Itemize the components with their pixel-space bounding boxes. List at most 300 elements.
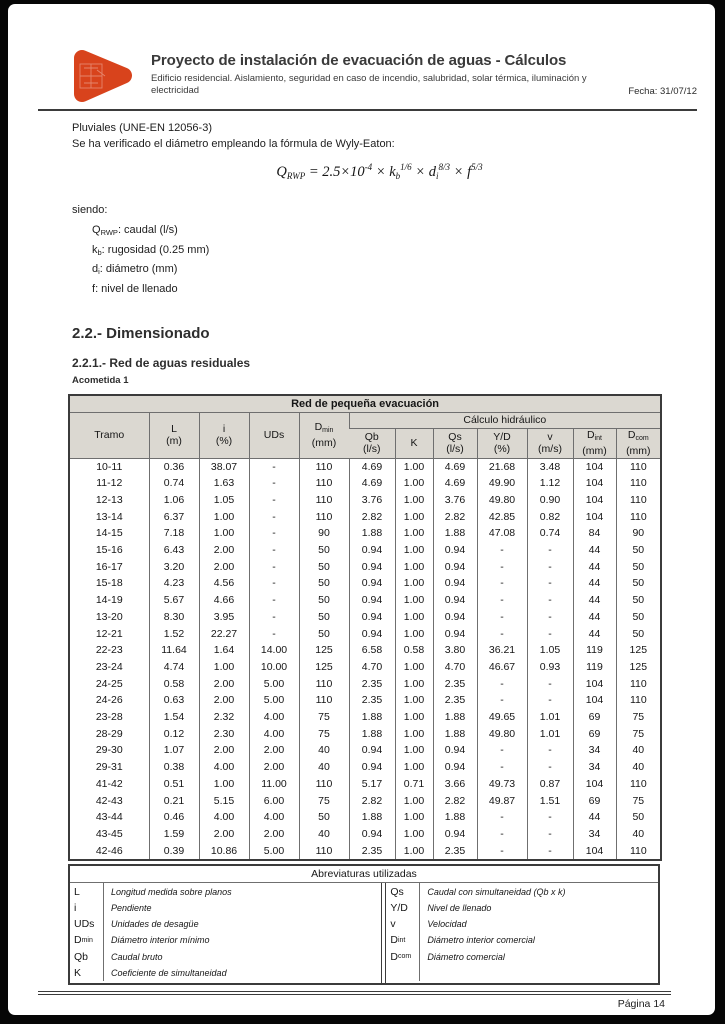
cell-tramo: 43-45: [95, 827, 123, 840]
cell-yd: -: [477, 692, 527, 709]
cell-qs: 0.94: [433, 626, 477, 643]
cell-l: 4.23: [149, 575, 199, 592]
cell-dcom: 50: [616, 809, 661, 826]
cell-qs: 2.35: [433, 692, 477, 709]
abbreviation-row: [386, 949, 658, 965]
cell-v: -: [527, 575, 573, 592]
abbreviation-description: Nivel de llenado: [427, 902, 492, 913]
cell-i: 1.05: [199, 492, 249, 509]
cell-dcom: 125: [616, 659, 661, 676]
cell-dmin: 40: [299, 742, 349, 759]
cell-dint: 104: [573, 676, 616, 693]
cell-k: 1.00: [395, 575, 433, 592]
cell-dint: 44: [573, 542, 616, 559]
cell-v: -: [527, 559, 573, 576]
cell-k: 1.00: [395, 626, 433, 643]
table-row: [69, 575, 661, 592]
abbreviation-row: [70, 916, 381, 932]
cell-dmin: 40: [299, 759, 349, 776]
cell-dcom: 50: [616, 609, 661, 626]
header-divider: [38, 109, 697, 111]
cell-i: 4.00: [199, 759, 249, 776]
cell-l: 1.06: [149, 492, 199, 509]
column-header-dint: Dint (mm): [573, 428, 616, 458]
cell-tramo: 23-28: [95, 711, 123, 724]
cell-yd: -: [477, 843, 527, 861]
page-number: Página 14: [617, 998, 665, 1011]
definition-symbol: Q: [92, 224, 101, 236]
cell-k: 1.00: [395, 742, 433, 759]
cell-v: 1.01: [527, 709, 573, 726]
cell-l: 5.67: [149, 592, 199, 609]
cell-dmin: 50: [299, 626, 349, 643]
cell-dmin: 125: [299, 642, 349, 659]
definition-text: : caudal (l/s): [117, 224, 178, 236]
cell-dcom: 50: [616, 626, 661, 643]
cell-l: 0.39: [149, 843, 199, 861]
cell-yd: 47.08: [477, 525, 527, 542]
cell-tramo: 13-20: [95, 610, 123, 623]
cell-l: 0.12: [149, 726, 199, 743]
cell-yd: -: [477, 559, 527, 576]
abbreviation-row: [386, 900, 658, 916]
cell-qb: 5.17: [349, 776, 395, 793]
cell-uds: 14.00: [249, 642, 299, 659]
cell-yd: 21.68: [477, 458, 527, 475]
cell-uds: 2.00: [249, 759, 299, 776]
cell-qs: 4.69: [433, 458, 477, 475]
cell-yd: -: [477, 575, 527, 592]
cell-qs: 0.94: [433, 826, 477, 843]
cell-l: 11.64: [149, 642, 199, 659]
cell-qb: 0.94: [349, 826, 395, 843]
cell-v: -: [527, 592, 573, 609]
wyly-eaton-formula: $Q_{RWP} = 2.5\times 10^{-4} \times k_b^{1/6} \times d_i^{8/3} \times f^{5/3}$: [276, 162, 483, 181]
cell-dmin: 110: [299, 843, 349, 861]
abbreviation-row: [386, 965, 658, 981]
cell-tramo: 29-31: [95, 761, 123, 774]
column-header-uds: UDs: [249, 412, 299, 458]
cell-i: 2.00: [199, 826, 249, 843]
cell-v: 1.12: [527, 475, 573, 492]
cell-uds: -: [249, 575, 299, 592]
cell-dmin: 125: [299, 659, 349, 676]
cell-k: 1.00: [395, 793, 433, 810]
cell-l: 8.30: [149, 609, 199, 626]
cell-dmin: 50: [299, 809, 349, 826]
abbreviations-body: [70, 883, 658, 983]
calculation-table-wrap: [68, 394, 660, 861]
cell-yd: 49.90: [477, 475, 527, 492]
cell-v: -: [527, 692, 573, 709]
abbreviations-block: [68, 864, 660, 985]
cell-dmin: 40: [299, 826, 349, 843]
cell-tramo: 11-12: [96, 477, 123, 490]
cell-dint: 69: [573, 793, 616, 810]
table-row: [69, 676, 661, 693]
cell-qs: 2.82: [433, 793, 477, 810]
abbreviation-row: [70, 932, 381, 948]
cell-k: 1.00: [395, 592, 433, 609]
cell-l: 0.58: [149, 676, 199, 693]
cell-k: 1.00: [395, 726, 433, 743]
cell-tramo: 16-17: [95, 560, 123, 573]
cell-qs: 2.35: [433, 843, 477, 861]
cell-dmin: 90: [299, 525, 349, 542]
cell-qs: 0.94: [433, 575, 477, 592]
cell-l: 0.51: [149, 776, 199, 793]
cell-dint: 44: [573, 575, 616, 592]
table-row: [69, 759, 661, 776]
cell-qb: 1.88: [349, 726, 395, 743]
cell-v: -: [527, 759, 573, 776]
document-subtitle: Edificio residencial. Aislamiento, seguridad en caso de incendio, salubridad, solar térmica, iluminación y electricidad: [151, 73, 587, 96]
abbreviation-description: Diámetro interior comercial: [427, 935, 535, 946]
cell-tramo: 22-23: [95, 644, 123, 657]
cell-dmin: 50: [299, 609, 349, 626]
cell-dint: 44: [573, 559, 616, 576]
cell-uds: -: [249, 475, 299, 492]
cell-l: 3.20: [149, 559, 199, 576]
abbreviation-description: Longitud medida sobre planos: [111, 886, 232, 897]
abbreviation-symbol: D com: [386, 949, 420, 965]
table-row: [69, 458, 661, 475]
abbreviation-symbol: i: [70, 900, 104, 916]
cell-v: 1.01: [527, 726, 573, 743]
cell-qs: 4.69: [433, 475, 477, 492]
abbreviations-title: Abreviaturas utilizadas: [70, 866, 658, 883]
cell-dmin: 110: [299, 676, 349, 693]
cell-uds: -: [249, 509, 299, 526]
cell-k: 1.00: [395, 676, 433, 693]
abbreviation-symbol: [386, 965, 420, 981]
abbreviation-row: [70, 965, 381, 981]
cell-qs: 0.94: [433, 542, 477, 559]
definition-item: [92, 242, 687, 262]
cell-l: 1.52: [149, 626, 199, 643]
cell-k: 1.00: [395, 609, 433, 626]
abbreviation-row: [386, 883, 658, 899]
cell-k: 1.00: [395, 843, 433, 861]
abbreviation-row: [70, 900, 381, 916]
cell-i: 5.15: [199, 793, 249, 810]
cell-v: 1.51: [527, 793, 573, 810]
cell-v: -: [527, 843, 573, 861]
cell-yd: 49.87: [477, 793, 527, 810]
cell-qs: 0.94: [433, 592, 477, 609]
cell-tramo: 28-29: [95, 727, 123, 740]
cell-dcom: 40: [616, 759, 661, 776]
table-row: [69, 626, 661, 643]
cell-uds: -: [249, 525, 299, 542]
cell-uds: 5.00: [249, 676, 299, 693]
abbreviation-description: Coeficiente de simultaneidad: [111, 968, 227, 978]
cell-yd: 49.80: [477, 492, 527, 509]
cell-yd: 42.85: [477, 509, 527, 526]
cell-qs: 3.66: [433, 776, 477, 793]
definition-item: [92, 281, 687, 301]
cell-tramo: 42-46: [95, 844, 123, 857]
cell-qs: 1.88: [433, 809, 477, 826]
cell-dcom: 90: [616, 525, 661, 542]
cell-dmin: 75: [299, 726, 349, 743]
abbreviation-description: Pendiente: [111, 902, 152, 913]
abbreviation-symbol: L: [70, 883, 104, 899]
cell-v: -: [527, 609, 573, 626]
cell-i: 1.00: [199, 509, 249, 526]
cell-dcom: 110: [616, 776, 661, 793]
cell-dmin: 75: [299, 793, 349, 810]
cell-tramo: 12-13: [95, 493, 123, 506]
column-header-qs: Qs (l/s): [433, 428, 477, 458]
cell-dcom: 110: [616, 692, 661, 709]
cell-k: 1.00: [395, 542, 433, 559]
cell-l: 6.43: [149, 542, 199, 559]
cell-v: 0.93: [527, 659, 573, 676]
column-header-i: i (%): [199, 412, 249, 458]
cell-k: 1.00: [395, 525, 433, 542]
abbreviation-description: Unidades de desagüe: [111, 919, 199, 930]
definition-symbol-subscript: b: [97, 247, 102, 257]
cell-qs: 2.82: [433, 509, 477, 526]
document-date: Fecha: 31/07/12: [628, 86, 697, 97]
cell-dcom: 110: [616, 509, 661, 526]
cell-i: 2.00: [199, 692, 249, 709]
cell-qb: 1.88: [349, 525, 395, 542]
cell-qs: 2.35: [433, 676, 477, 693]
cell-i: 4.66: [199, 592, 249, 609]
cell-tramo: 23-24: [95, 660, 123, 673]
cell-dcom: 75: [616, 793, 661, 810]
cell-qb: 6.58: [349, 642, 395, 659]
cell-dint: 44: [573, 626, 616, 643]
cell-qb: 4.69: [349, 458, 395, 475]
cell-i: 4.56: [199, 575, 249, 592]
table-row: [69, 843, 661, 861]
cell-dmin: 110: [299, 492, 349, 509]
document-title: Proyecto de instalación de evacuación de aguas - Cálculos: [151, 52, 567, 69]
cell-qb: 2.82: [349, 509, 395, 526]
table-row: [69, 726, 661, 743]
cell-dmin: 110: [299, 692, 349, 709]
cell-yd: -: [477, 609, 527, 626]
cell-i: 1.64: [199, 642, 249, 659]
cell-k: 1.00: [395, 759, 433, 776]
cell-dint: 34: [573, 742, 616, 759]
cell-dint: 69: [573, 726, 616, 743]
definition-symbol-subscript: i: [98, 267, 100, 276]
intro-line-pluviales: Pluviales (UNE-EN 12056-3): [72, 122, 212, 134]
cell-l: 1.07: [149, 742, 199, 759]
cell-dint: 84: [573, 525, 616, 542]
table-row: [69, 826, 661, 843]
siendo-label: siendo:: [72, 204, 108, 216]
cell-qs: 0.94: [433, 559, 477, 576]
cell-qb: 1.88: [349, 709, 395, 726]
cell-k: 1.00: [395, 475, 433, 492]
abbreviation-symbol: Qb: [70, 949, 104, 965]
cell-tramo: 14-19: [95, 594, 123, 607]
cell-uds: -: [249, 592, 299, 609]
cell-yd: -: [477, 626, 527, 643]
abbreviation-row: [70, 883, 381, 899]
cell-tramo: 42-43: [95, 794, 123, 807]
cell-qb: 3.76: [349, 492, 395, 509]
cell-qb: 4.70: [349, 659, 395, 676]
cell-uds: 10.00: [249, 659, 299, 676]
cell-qb: 0.94: [349, 575, 395, 592]
document-header: [72, 48, 697, 103]
cell-uds: 5.00: [249, 692, 299, 709]
cell-qb: 2.35: [349, 676, 395, 693]
cell-qb: 0.94: [349, 542, 395, 559]
section-heading-dimensionado: 2.2.- Dimensionado: [72, 325, 210, 342]
cell-dint: 119: [573, 642, 616, 659]
cell-l: 0.38: [149, 759, 199, 776]
definition-text: : nivel de llenado: [95, 282, 178, 295]
cell-i: 3.95: [199, 609, 249, 626]
acometida-label: Acometida 1: [72, 375, 129, 386]
cell-l: 0.63: [149, 692, 199, 709]
cell-tramo: 41-42: [95, 777, 123, 790]
table-row: [69, 542, 661, 559]
cell-uds: 4.00: [249, 726, 299, 743]
abbreviation-row: [386, 916, 658, 932]
cell-i: 2.00: [199, 542, 249, 559]
section-heading-red-aguas-residuales: 2.2.1.- Red de aguas residuales: [72, 356, 251, 370]
table-row: [69, 709, 661, 726]
definition-symbol: d: [92, 263, 99, 275]
cell-yd: 46.67: [477, 659, 527, 676]
cell-dmin: 75: [299, 709, 349, 726]
cell-l: 0.46: [149, 809, 199, 826]
cell-i: 1.00: [199, 525, 249, 542]
cell-dcom: 40: [616, 742, 661, 759]
cell-dcom: 75: [616, 726, 661, 743]
cell-v: -: [527, 676, 573, 693]
table-row: [69, 776, 661, 793]
abbreviation-symbol: Qs: [386, 883, 420, 899]
cell-v: -: [527, 626, 573, 643]
cell-tramo: 13-14: [95, 510, 123, 523]
column-header-k: K: [395, 428, 433, 458]
cell-i: 1.00: [199, 659, 249, 676]
cell-uds: -: [249, 492, 299, 509]
cell-tramo: 14-15: [95, 527, 123, 540]
table-row: [69, 525, 661, 542]
cell-i: 2.00: [199, 559, 249, 576]
intro-section: [72, 120, 687, 300]
cell-qs: 4.70: [433, 659, 477, 676]
cell-dmin: 50: [299, 542, 349, 559]
cell-uds: -: [249, 542, 299, 559]
abbreviations-left-column: [70, 883, 382, 983]
cell-dint: 104: [573, 475, 616, 492]
cell-uds: 2.00: [249, 826, 299, 843]
cell-qs: 1.88: [433, 709, 477, 726]
cell-i: 2.30: [199, 726, 249, 743]
table-row: [69, 809, 661, 826]
company-logo-icon: [72, 48, 134, 103]
cell-dmin: 50: [299, 559, 349, 576]
cell-qb: 0.94: [349, 592, 395, 609]
cell-yd: -: [477, 826, 527, 843]
cell-dcom: 50: [616, 575, 661, 592]
cell-dint: 44: [573, 609, 616, 626]
cell-uds: -: [249, 559, 299, 576]
definition-text: : rugosidad (0.25 mm): [101, 243, 210, 256]
cell-qs: 1.88: [433, 726, 477, 743]
table-row: [69, 793, 661, 810]
cell-qb: 0.94: [349, 559, 395, 576]
cell-qs: 3.76: [433, 492, 477, 509]
intro-line-verification: Se ha verificado el diámetro empleando la fórmula de Wyly-Eaton:: [72, 138, 395, 150]
cell-v: 0.82: [527, 509, 573, 526]
table-row: [69, 475, 661, 492]
cell-i: 2.00: [199, 676, 249, 693]
definition-symbol: f: [92, 282, 96, 295]
cell-dcom: 110: [616, 475, 661, 492]
symbol-definitions: [92, 222, 687, 300]
cell-tramo: 29-30: [95, 744, 123, 757]
document-page: [8, 4, 715, 1015]
table-row: [69, 692, 661, 709]
abbreviation-description: Diámetro interior mínimo: [111, 935, 210, 946]
abbreviation-symbol: D int: [386, 932, 420, 948]
table-row: [69, 609, 661, 626]
cell-k: 1.00: [395, 659, 433, 676]
cell-dint: 104: [573, 509, 616, 526]
column-group-calculo-hidraulico: Cálculo hidráulico: [349, 412, 661, 428]
abbreviation-row: [386, 932, 658, 948]
cell-yd: 49.65: [477, 709, 527, 726]
cell-tramo: 24-25: [95, 677, 123, 690]
cell-qs: 3.80: [433, 642, 477, 659]
cell-yd: -: [477, 676, 527, 693]
table-row: [69, 742, 661, 759]
column-header-qb: Qb (l/s): [349, 428, 395, 458]
cell-dint: 104: [573, 843, 616, 861]
cell-i: 22.27: [199, 626, 249, 643]
cell-i: 2.00: [199, 742, 249, 759]
footer-divider: [38, 991, 671, 995]
definition-symbol-subscript: RWP: [100, 228, 118, 237]
cell-v: -: [527, 809, 573, 826]
cell-v: 1.05: [527, 642, 573, 659]
cell-v: -: [527, 826, 573, 843]
cell-uds: 11.00: [249, 776, 299, 793]
cell-i: 4.00: [199, 809, 249, 826]
table-row: [69, 592, 661, 609]
table-row: [69, 659, 661, 676]
abbreviation-description: Velocidad: [427, 919, 467, 930]
cell-qb: 2.35: [349, 692, 395, 709]
definition-item: [92, 261, 687, 281]
column-header-dmin: Dmin (mm): [299, 412, 349, 458]
cell-yd: -: [477, 809, 527, 826]
red-pequena-evacuacion-table: [68, 394, 662, 861]
cell-l: 7.18: [149, 525, 199, 542]
cell-i: 1.63: [199, 475, 249, 492]
cell-k: 1.00: [395, 809, 433, 826]
cell-v: -: [527, 742, 573, 759]
cell-tramo: 24-26: [95, 694, 123, 707]
table-title: Red de pequeña evacuación: [69, 395, 661, 412]
cell-k: 0.58: [395, 642, 433, 659]
definition-text: : diámetro (mm): [99, 263, 178, 275]
table-row: [69, 559, 661, 576]
cell-k: 1.00: [395, 509, 433, 526]
